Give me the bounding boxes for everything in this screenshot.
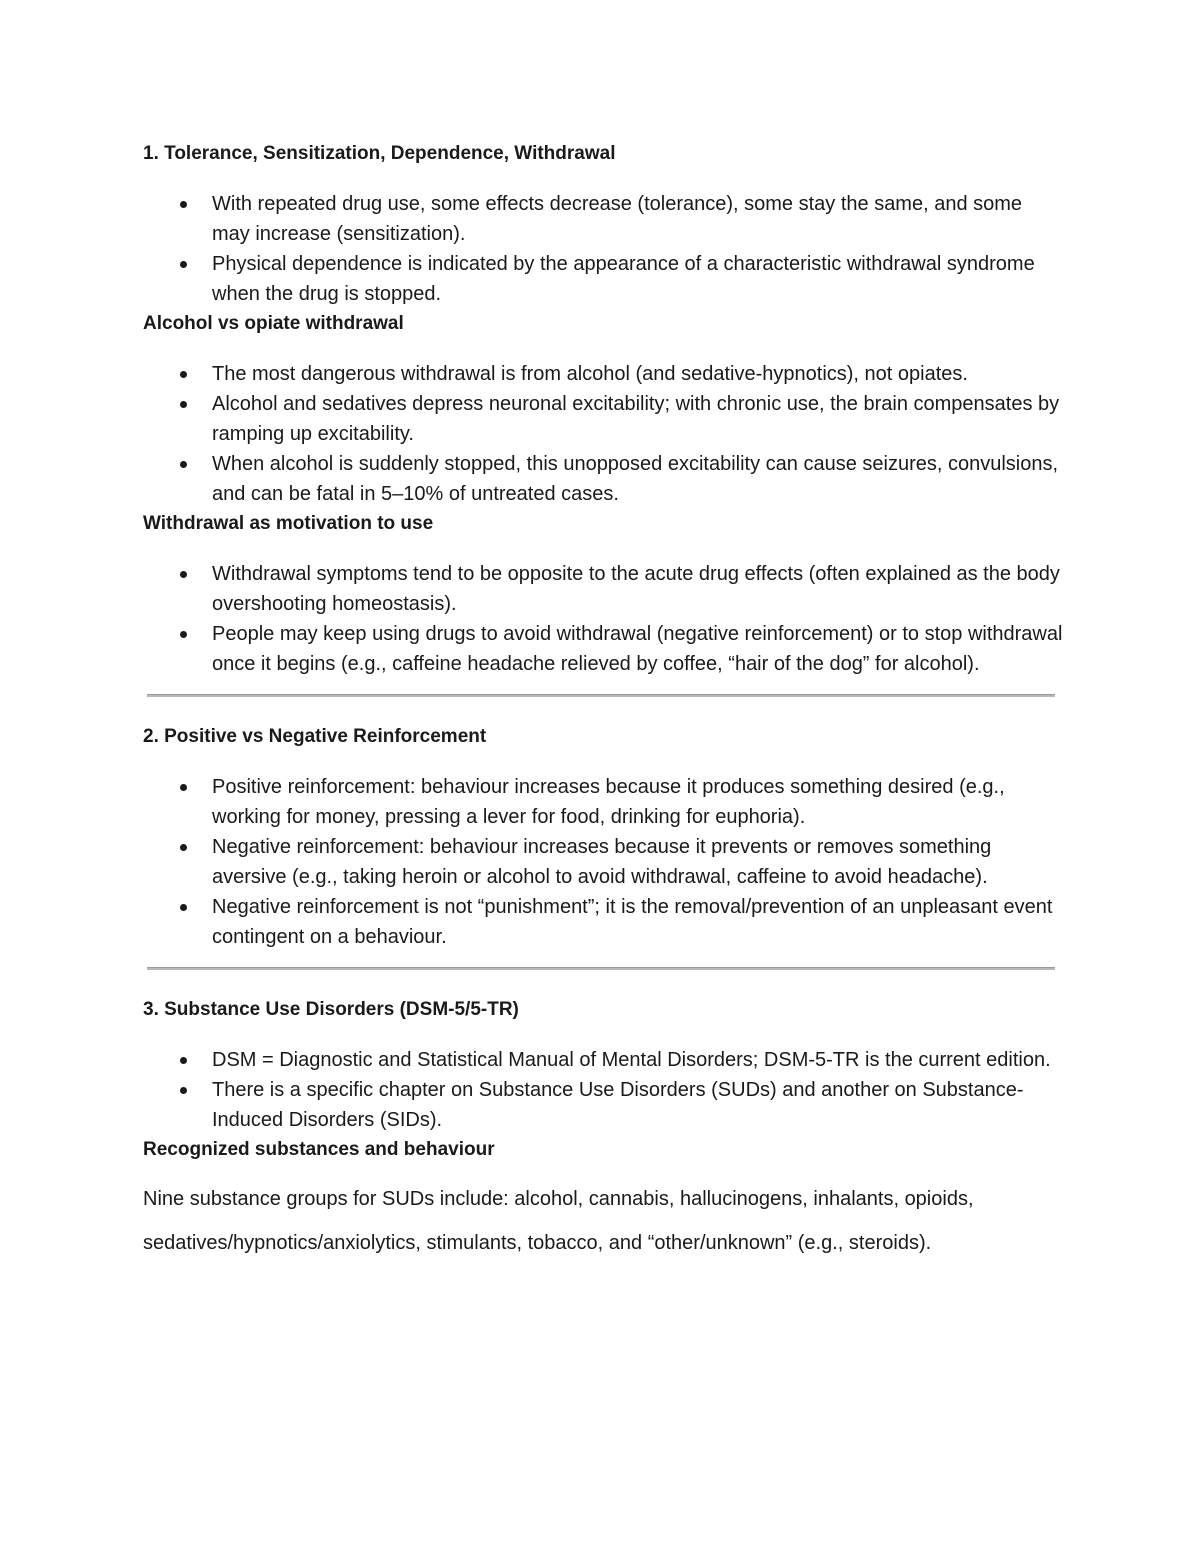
- bullet-icon: [180, 371, 187, 378]
- bullet-icon: [180, 784, 187, 791]
- list-item: There is a specific chapter on Substance Use Disorders (SUDs) and another on Substance-Induced Disorders (SIDs).: [143, 1075, 1063, 1135]
- document-page: [143, 139, 1063, 1265]
- withdrawal-motivation-list: [143, 559, 1063, 679]
- bullet-icon: [180, 1087, 187, 1094]
- list-item: The most dangerous withdrawal is from alcohol (and sedative-hypnotics), not opiates.: [143, 359, 1063, 389]
- bullet-icon: [180, 1057, 187, 1064]
- list-item: Physical dependence is indicated by the appearance of a characteristic withdrawal syndrome when the drug is stopped.: [143, 249, 1063, 309]
- list-item: Negative reinforcement: behaviour increases because it prevents or removes something aversive (e.g., taking heroin or alcohol to avoid withdrawal, caffeine to avoid headache).: [143, 832, 1063, 892]
- bullet-icon: [180, 401, 187, 408]
- list-item: Alcohol and sedatives depress neuronal excitability; with chronic use, the brain compensates by ramping up excitability.: [143, 389, 1063, 449]
- list-item: Negative reinforcement is not “punishment”; it is the removal/prevention of an unpleasant event contingent on a behaviour.: [143, 892, 1063, 952]
- section-1-heading: 1. Tolerance, Sensitization, Dependence, Withdrawal: [143, 143, 616, 164]
- horizontal-rule: [147, 694, 1055, 697]
- recognized-substances-paragraph: Nine substance groups for SUDs include: alcohol, cannabis, hallucinogens, inhalants, opioids, sedatives/hypnotics/anxiolytics, stimulants, tobacco, and “other/unknown” (e.g., steroids).: [143, 1188, 974, 1254]
- section-1-list: [143, 189, 1063, 309]
- subheading-recognized-substances: Recognized substances and behaviour: [143, 1139, 495, 1160]
- section-2-heading: 2. Positive vs Negative Reinforcement: [143, 726, 487, 747]
- list-item: DSM = Diagnostic and Statistical Manual of Mental Disorders; DSM-5-TR is the current edition.: [143, 1045, 1063, 1075]
- subheading-withdrawal-motivation: Withdrawal as motivation to use: [143, 513, 434, 534]
- list-item: Positive reinforcement: behaviour increases because it produces something desired (e.g., working for money, pressing a lever for food, drinking for euphoria).: [143, 772, 1063, 832]
- section-3-heading: 3. Substance Use Disorders (DSM-5/5-TR): [143, 999, 519, 1020]
- bullet-icon: [180, 904, 187, 911]
- bullet-icon: [180, 201, 187, 208]
- alcohol-vs-opiate-list: [143, 359, 1063, 509]
- horizontal-rule: [147, 967, 1055, 970]
- list-item: When alcohol is suddenly stopped, this unopposed excitability can cause seizures, convulsions, and can be fatal in 5–10% of untreated cases.: [143, 449, 1063, 509]
- bullet-icon: [180, 631, 187, 638]
- list-item: People may keep using drugs to avoid withdrawal (negative reinforcement) or to stop withdrawal once it begins (e.g., caffeine headache relieved by coffee, “hair of the dog” for alcohol).: [143, 619, 1063, 679]
- list-item: Withdrawal symptoms tend to be opposite to the acute drug effects (often explained as the body overshooting homeostasis).: [143, 559, 1063, 619]
- section-2-list: [143, 772, 1063, 952]
- list-item: With repeated drug use, some effects decrease (tolerance), some stay the same, and some may increase (sensitization).: [143, 189, 1063, 249]
- bullet-icon: [180, 844, 187, 851]
- bullet-icon: [180, 461, 187, 468]
- bullet-icon: [180, 261, 187, 268]
- subheading-alcohol-vs-opiate: Alcohol vs opiate withdrawal: [143, 313, 404, 334]
- section-3-list: [143, 1045, 1063, 1135]
- bullet-icon: [180, 571, 187, 578]
